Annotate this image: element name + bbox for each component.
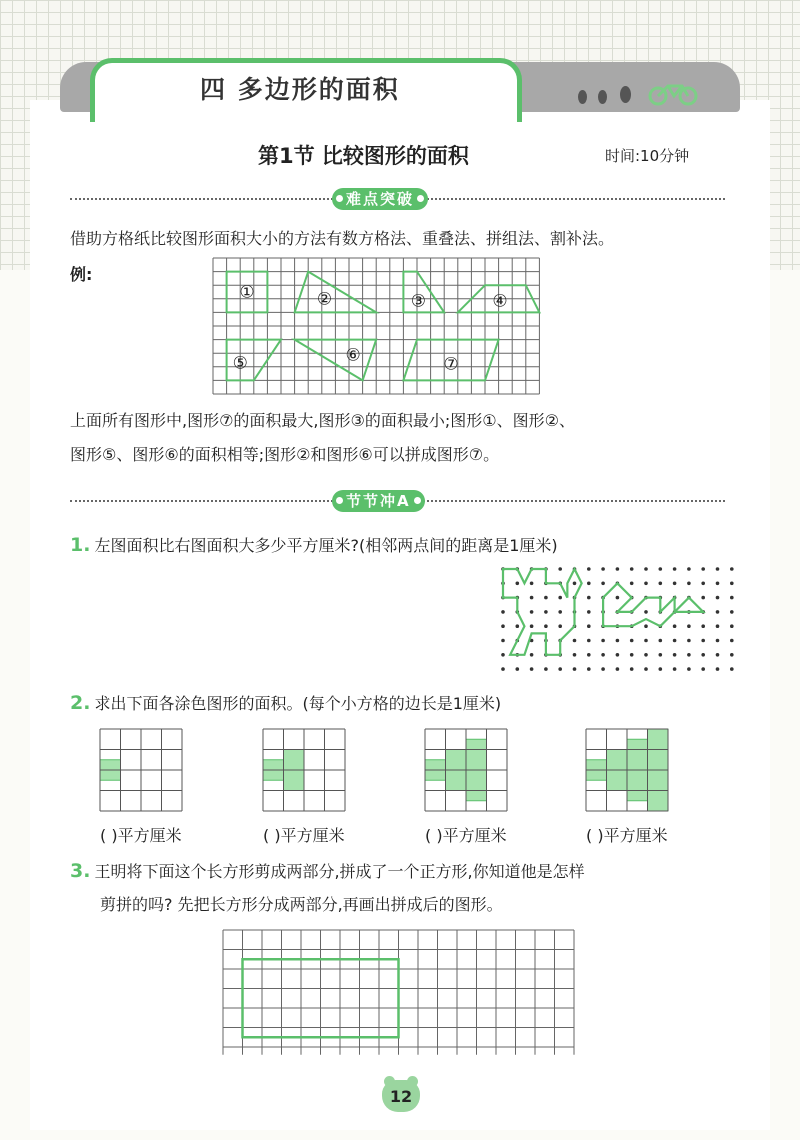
question-number: 2. xyxy=(70,692,91,714)
shaded-grid-4 xyxy=(586,729,670,813)
example-shape-label: ⑥ xyxy=(345,345,361,366)
answer-blank-2[interactable]: ( )平方厘米 xyxy=(263,826,345,845)
tree-icon xyxy=(598,90,607,104)
question-number: 1. xyxy=(70,534,91,556)
time-limit: 时间:10分钟 xyxy=(605,147,690,165)
chapter-title: 四 多边形的面积 xyxy=(200,75,400,104)
question-text: 求出下面各涂色图形的面积。(每个小方格的边长是1厘米) xyxy=(94,694,502,713)
tree-icon xyxy=(620,86,631,103)
section-banner-practice xyxy=(332,490,425,512)
example-shape-label: ② xyxy=(316,289,333,310)
shaded-grid-2 xyxy=(263,729,347,813)
question-text: 王明将下面这个长方形剪成两部分,拼成了一个正方形,你知道他是怎样 xyxy=(94,862,585,881)
shaded-grid-1 xyxy=(100,729,184,813)
section-banner-difficulty: 难点突破 xyxy=(332,188,428,210)
example-shape-label: ④ xyxy=(492,291,508,312)
dot-grid-figure xyxy=(500,566,732,678)
question-2 xyxy=(70,692,501,715)
example-shape-label: ⑦ xyxy=(443,354,459,375)
question-3 xyxy=(70,860,585,883)
section-title: 第1节 比较图形的面积 xyxy=(258,144,469,168)
shaded-grid-3 xyxy=(425,729,509,813)
question-3-line2: 剪拼的吗? 先把长方形分成两部分,再画出拼成后的图形。 xyxy=(100,895,503,914)
banner-label: 节节冲A xyxy=(346,492,411,510)
question-text: 左图面积比右图面积大多少平方厘米?(相邻两点间的距离是1厘米) xyxy=(94,536,558,555)
example-shape-label: ⑤ xyxy=(232,353,248,374)
question-1 xyxy=(70,534,558,557)
dot-figure-right xyxy=(603,583,703,626)
answer-blank-4[interactable]: ( )平方厘米 xyxy=(586,826,668,845)
example-label: 例: xyxy=(70,265,93,284)
answer-blank-1[interactable]: ( )平方厘米 xyxy=(100,826,182,845)
page-number: 12 xyxy=(382,1080,420,1112)
example-shape-label: ③ xyxy=(410,291,426,312)
tree-icon xyxy=(578,90,587,104)
example-grid-figure xyxy=(213,258,541,395)
bicycle-icon xyxy=(648,80,698,106)
dot-figure-left xyxy=(503,569,582,655)
question-number: 3. xyxy=(70,860,91,882)
rectangle-grid-figure xyxy=(223,930,578,1057)
example-shape-label: ① xyxy=(239,282,255,303)
answer-blank-3[interactable]: ( )平方厘米 xyxy=(425,826,507,845)
intro-text: 借助方格纸比较图形面积大小的方法有数方格法、重叠法、拼组法、割补法。 xyxy=(70,229,615,248)
example-conclusion-line2: 图形⑤、图形⑥的面积相等;图形②和图形⑥可以拼成图形⑦。 xyxy=(70,445,500,464)
example-conclusion-line1: 上面所有图形中,图形⑦的面积最大,图形③的面积最小;图形①、图形②、 xyxy=(70,411,575,430)
